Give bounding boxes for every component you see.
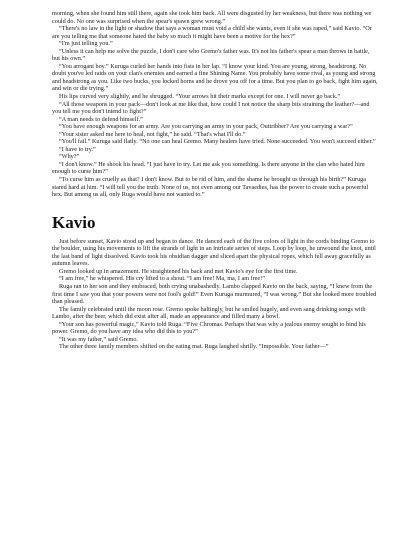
paragraph: “A man needs to defend himself.”: [59, 115, 143, 123]
paragraph: Gremo looked up in amazement. He straightened his back and met Kavio's eye for the first time.: [59, 267, 298, 275]
paragraph: “Your son has powerful magic,” Kavio told Ruga. “Five Chromas. Perhaps that was why a jealous enemy sought to bind his power. Gremo, do you have any idea who did this to you?”: [52, 320, 366, 336]
paragraph: The other three family members shifted on the eating mat. Ruga laughed shrilly. “Impossible. Your father—”: [59, 343, 329, 351]
paragraph: “It was my father,” said Gremo.: [59, 335, 138, 343]
paragraph: “Your sister asked me here to heal, not fight,” he said. “That's what I'll do.”: [59, 130, 246, 138]
section-kavio: [52, 238, 378, 351]
paragraph: His lips curved very slightly, and he shrugged. “Your arrows hit their marks except for one. I will never go back.”: [59, 93, 341, 101]
paragraph: “I'm just telling you.”: [59, 40, 113, 48]
paragraph: “You have enough weapons for an army. Are you carrying an army in your pack, Outtribber? Are you carrying a war?”: [59, 123, 353, 131]
paragraph: “You arrogant boy.” Kuruga curled her hands into fists in her lap. “I know your kind. You are young, strong, headstrong. No doubt you've led raids on your clan's enemies and earned a fine Shining Name. You probably have some rival, as young and strong and headstrong as you. Like two bucks, you locked horns and he drove you off for a time. But you plan to go back, fight him again, and win or die trying.”: [52, 62, 378, 93]
paragraph: “You'll fail.” Kuruga said flatly. “No one can heal Gremo. Many healers have tried. None succeeded. You won't succeed either.”: [59, 138, 376, 146]
paragraph: “I don't know.” He shook his head. “I just have to try. Let me ask you something. Is there anyone in the clan who hated him enough to curse him?”: [52, 160, 365, 176]
section-heading: Kavio: [52, 212, 96, 232]
paragraph: morning, when she found him still there, again she took him back. All were disgusted by her weakness, but there was nothing we could do. No one was surprised when the spear's spawn grew wrong.”: [52, 10, 372, 25]
paragraph: The family celebrated until the moon rose. Gremo spoke haltingly, but he smiled hugely, and even sang drinking songs with Lambo, after the beer, which did exist after all, made an appearance and filled many a bowl.: [52, 305, 366, 321]
book-page: [52, 10, 378, 351]
paragraph: “Why?”: [59, 153, 80, 161]
paragraph: “I am free,” he whispered. His cry lifted to a shout. “I am free! Ma, ma, I am free!”: [59, 275, 265, 283]
paragraph: “I have to try.”: [59, 145, 96, 153]
paragraph: “Unless it can help me solve the puzzle, I don't care who Gremo's father was. It's not his father's spear a man throws in battle, but his own.”: [52, 47, 370, 63]
paragraph: “There's no law in the light or shadow that says a woman must void a child she wants, even if she was raped,” said Kavio. “Or are you telling me that someone hated the baby so much it might have been a motive for the hex?”: [52, 25, 372, 40]
paragraph: Ruga ran to her son and they embraced, both crying unabashedly. Lambo clapped Kavio on the back, saying, “I knew from the first time I saw you that your powers were not fool's gold!” Even Kuruga murmured, “I was wrong.” But she looked more troubled than pleased.: [52, 282, 377, 306]
paragraph: Just before sunset, Kavio stood up and began to dance. He danced each of the five colors of light in the cords binding Gremo to the boulder, using his movements to lift the strands of light in an intricate series of steps. Loop by loop, he unwound the knot, until the last band of light dissolved. Kavio took his obsidian dagger and sliced apart the physical ropes, which fell away gracefully as autumn leaves.: [52, 237, 376, 268]
section-continued: [52, 10, 378, 199]
paragraph: “All those weapons in your pack—don't look at me like that, how could I not notice the sharp bits straining the leather?—and you tell me you don't intend to fight?”: [52, 100, 370, 116]
paragraph: “To curse him as cruelly as that? I don't know. But to be rid of him, and the shame he brought us through his birth?” Kuruga stared hard at him. “I will tell you the truth. None of us, not even among our Tavaedies, has the power to create such a powerful hex. But among us all, only Ruga would have not wanted to.”: [52, 176, 369, 199]
